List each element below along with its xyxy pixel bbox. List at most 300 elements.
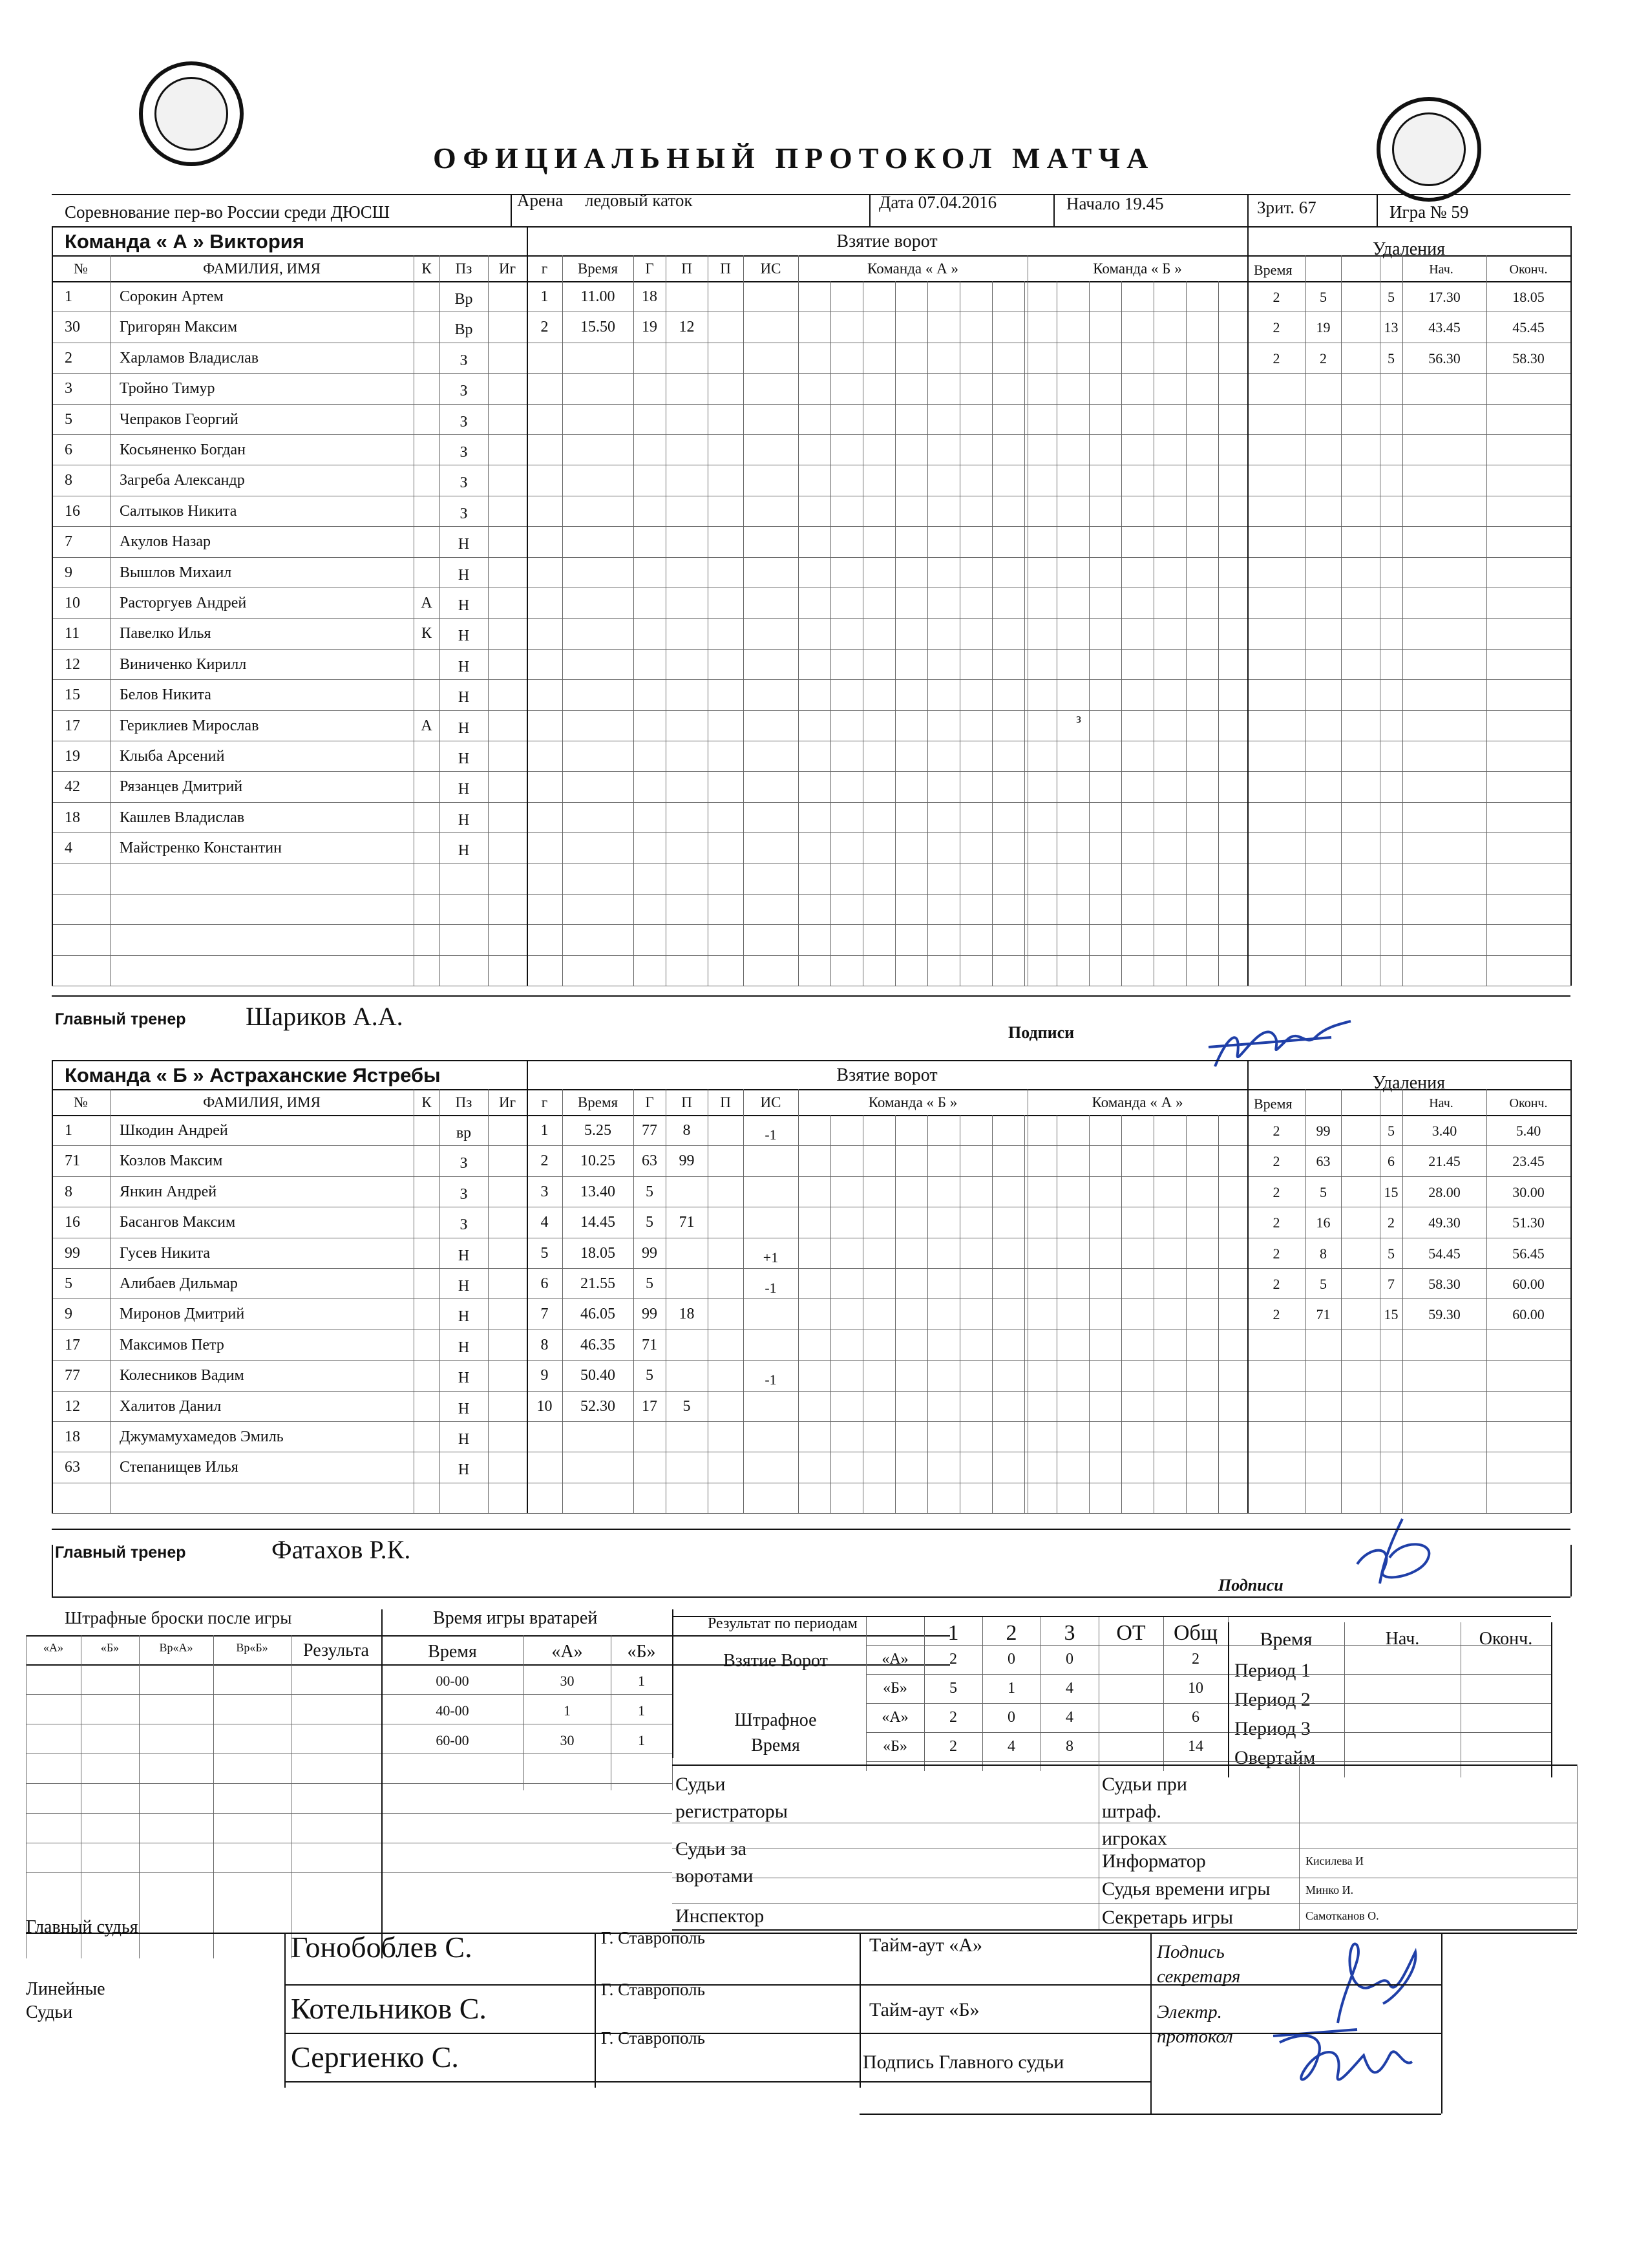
teamB-player-num: 12 — [65, 1397, 80, 1415]
teamB-player-num: 18 — [65, 1428, 80, 1445]
teamA-player-position: Н — [458, 719, 470, 737]
teamB-penalty-minutes: 2 — [1273, 1306, 1280, 1323]
teamA-player-name: Кашлев Владислав — [120, 809, 245, 826]
teamB-penalty-code: 7 — [1388, 1276, 1395, 1292]
teamB-penalty-start: 58.30 — [1428, 1276, 1461, 1292]
goalie-cell: 1 — [638, 1702, 645, 1719]
teamB-penalty-minutes: 2 — [1273, 1245, 1280, 1262]
teamA-goal-number: 2 — [540, 319, 549, 336]
teamA-penalty-code: 5 — [1388, 289, 1395, 305]
shootout-col: «А» — [43, 1641, 63, 1654]
teamB-col-ig: Иг — [498, 1094, 516, 1110]
teamA-player-name: Загреба Александр — [120, 472, 245, 489]
teamB-goal-strength: +1 — [763, 1249, 779, 1266]
period-value: 1 — [1008, 1680, 1015, 1697]
teamB-penalty-start: 54.45 — [1428, 1245, 1461, 1262]
teamA-col-time: Время — [577, 260, 618, 277]
teamB-col-name: ФАМИЛИЯ, ИМЯ — [203, 1094, 321, 1110]
game-number: Игра № 59 — [1389, 202, 1469, 222]
shootout-col: Вр«А» — [159, 1641, 193, 1654]
referee-label: Главный судья — [26, 1917, 138, 1937]
teamA-col-num: № — [74, 260, 88, 277]
teamB-penalty-start: 21.45 — [1428, 1153, 1461, 1170]
teamB-player-num: 9 — [65, 1306, 72, 1323]
teamB-penalty-end: 60.00 — [1512, 1306, 1545, 1323]
teamB-goal-time: 46.05 — [580, 1306, 615, 1323]
teamA-player-position: З — [460, 383, 468, 400]
teamB-player-name: Шкодин Андрей — [120, 1122, 228, 1139]
teamA-player-role: А — [421, 595, 432, 611]
period-col: ОТ — [1116, 1621, 1146, 1645]
team-b-signature — [1344, 1506, 1448, 1590]
teamB-player-position: З — [460, 1185, 468, 1203]
teamB-col-teamB: Команда « А » — [1092, 1094, 1183, 1110]
teamB-goal-time: 13.40 — [580, 1183, 615, 1200]
teamA-player-position: Н — [458, 689, 470, 706]
period-value: 0 — [1008, 1651, 1015, 1668]
teamA-penalty-start: 17.30 — [1428, 289, 1461, 305]
teamB-goal-time: 5.25 — [584, 1122, 611, 1139]
teamB-player-num: 16 — [65, 1214, 80, 1231]
teamA-player-role: К — [421, 625, 432, 642]
goalie-cell: 60-00 — [436, 1732, 469, 1748]
teamB-penalty-code: 15 — [1384, 1183, 1399, 1200]
teamB-player-position: Н — [458, 1400, 470, 1417]
teamB-player-name: Джумамухамедов Эмиль — [120, 1428, 284, 1445]
teamB-goal-scorer: 5 — [646, 1367, 653, 1384]
teamB-player-position: З — [460, 1155, 468, 1172]
teamB-goal-strength: -1 — [765, 1280, 777, 1296]
period-value: 2 — [949, 1709, 957, 1726]
page-title: ОФИЦИАЛЬНЫЙ ПРОТОКОЛ МАТЧА — [433, 142, 1155, 175]
teamB-player-num: 8 — [65, 1183, 72, 1200]
teamB-col-G: Г — [645, 1094, 654, 1110]
teamA-player-name: Чепраков Георгий — [120, 410, 238, 428]
teamA-player-position: Вр — [454, 321, 473, 339]
linesmen-label: Линейные Судьи — [26, 1979, 105, 2023]
period-row: Овертайм — [1234, 1747, 1316, 1768]
federation-logo-left — [139, 61, 244, 166]
teamA-player-name: Майстренко Константин — [120, 840, 282, 857]
period-col: 3 — [1064, 1621, 1075, 1645]
teamA-col-P1: П — [681, 260, 692, 277]
teamA-penalty-player: 2 — [1320, 350, 1327, 366]
teamB-col-start: Нач. — [1429, 1096, 1453, 1110]
secretary-label: Секретарь игры — [1102, 1907, 1234, 1928]
teamB-penalty-minutes: 2 — [1273, 1214, 1280, 1231]
referee-city: Г. Ставрополь — [601, 1980, 705, 1999]
teamB-player-name: Миронов Дмитрий — [120, 1306, 245, 1323]
goalie-cell: 40-00 — [436, 1702, 469, 1719]
teamB-penalty-start: 59.30 — [1428, 1306, 1461, 1323]
timeout-b: Тайм-аут «Б» — [869, 1999, 980, 2020]
teamA-player-position: Н — [458, 781, 470, 798]
teamB-goal-assist1: 71 — [679, 1214, 695, 1231]
teamA-col-name: ФАМИЛИЯ, ИМЯ — [203, 260, 321, 277]
shootout-col: «Б» — [100, 1641, 120, 1654]
time-col: Нач. — [1385, 1629, 1420, 1649]
teamA-goal-scorer: 18 — [642, 288, 657, 305]
teamA-col-G: Г — [645, 260, 654, 277]
federation-logo-right — [1377, 97, 1481, 202]
teamB-coach-label: Главный тренер — [55, 1543, 186, 1562]
period-col: 2 — [1006, 1621, 1017, 1645]
teamB-penalty-code: 6 — [1388, 1153, 1395, 1170]
teamB-player-position: Н — [458, 1339, 470, 1356]
teamA-player-name: Харламов Владислав — [120, 349, 259, 366]
teamB-player-name: Степанищев Илья — [120, 1459, 238, 1476]
teamA-coach: Шариков А.А. — [246, 1002, 403, 1031]
teamA-player-num: 6 — [65, 441, 72, 458]
teamA-player-position: Н — [458, 566, 470, 584]
teamA-player-position: З — [460, 444, 468, 461]
teamB-goal-scorer: 5 — [646, 1183, 653, 1200]
teamB-player-position: Н — [458, 1461, 470, 1479]
period-value: 4 — [1066, 1680, 1073, 1697]
teamB-player-num: 17 — [65, 1336, 80, 1353]
teamA-goal-number: 1 — [540, 288, 549, 305]
teamB-penalty-end: 56.45 — [1512, 1245, 1545, 1262]
period-col: Общ — [1173, 1621, 1218, 1645]
teamB-goal-time: 21.55 — [580, 1275, 615, 1292]
teamA-player-name: Расторгуев Андрей — [120, 595, 247, 611]
period-value: 4 — [1066, 1709, 1073, 1726]
teamB-goal-time: 10.25 — [580, 1152, 615, 1170]
teamB-goal-strength: -1 — [765, 1127, 777, 1143]
teamA-player-num: 15 — [65, 686, 80, 704]
teamB-penalty-player: 8 — [1320, 1245, 1327, 1262]
goalie-cell: 1 — [564, 1702, 571, 1719]
teamB-penalty-player: 5 — [1320, 1183, 1327, 1200]
linesman-1: Котельников С. — [291, 1992, 487, 2025]
teamA-stray-mark: з — [1076, 712, 1081, 726]
teamB-penalty-player: 99 — [1316, 1123, 1331, 1139]
arena-label: Арена — [517, 191, 564, 210]
teamB-player-name: Максимов Петр — [120, 1336, 224, 1353]
goalie-cell: 30 — [560, 1673, 575, 1689]
teamB-goal-assist1: 8 — [682, 1122, 691, 1139]
teamA-penalty-end: 58.30 — [1512, 350, 1545, 366]
teamB-goal-number: 6 — [540, 1275, 549, 1292]
teamB-goal-scorer: 63 — [642, 1152, 657, 1170]
teamB-goal-number: 8 — [540, 1336, 549, 1353]
period-col: 1 — [947, 1621, 959, 1645]
referee-city: Г. Ставрополь — [601, 2028, 705, 2048]
teamA-player-num: 7 — [65, 533, 72, 551]
referee-city: Г. Ставрополь — [601, 1928, 705, 1947]
teamB-penalty-code: 5 — [1388, 1245, 1395, 1262]
teamB-penalty-player: 5 — [1320, 1276, 1327, 1292]
period-row: Период 1 — [1234, 1660, 1311, 1681]
period-value: 6 — [1192, 1709, 1199, 1726]
teamB-signatures-label: Подписи — [1218, 1576, 1284, 1595]
teamB-penalties-header: Удаления — [1372, 1073, 1446, 1093]
goalie-cell: 1 — [638, 1673, 645, 1689]
teamA-player-position: Н — [458, 628, 470, 645]
teamA-team-header: Команда « А » Виктория — [65, 230, 304, 253]
teamA-penalties-header: Удаления — [1372, 239, 1446, 259]
goals-label: Взятие Ворот — [723, 1651, 828, 1671]
teamA-goal-time: 11.00 — [580, 288, 615, 305]
teamA-player-position: Н — [458, 811, 470, 829]
teamB-penalty-end: 60.00 — [1512, 1276, 1545, 1292]
teamA-goal-assist1: 12 — [679, 319, 695, 336]
teamA-player-num: 16 — [65, 502, 80, 520]
teamB-penalty-end: 5.40 — [1516, 1123, 1541, 1139]
teamA-player-position: З — [460, 474, 468, 492]
teamA-player-position: Н — [458, 658, 470, 675]
teamB-goal-scorer: 99 — [642, 1244, 657, 1262]
teamB-player-name: Халитов Данил — [120, 1397, 222, 1415]
teamB-penalty-minutes: 2 — [1273, 1183, 1280, 1200]
teamB-col-end: Оконч. — [1509, 1096, 1548, 1110]
teamB-col-pz: Пз — [455, 1094, 472, 1110]
goalie-cell: 00-00 — [436, 1673, 469, 1689]
teamA-player-num: 11 — [65, 625, 80, 642]
teamB-col-time: Время — [577, 1094, 618, 1110]
teamB-penalty-end: 51.30 — [1512, 1214, 1545, 1231]
teamA-goal-time: 15.50 — [580, 319, 615, 336]
period-row: Период 3 — [1234, 1718, 1311, 1739]
teamB-player-position: Н — [458, 1278, 470, 1295]
goalie-cell: 1 — [638, 1732, 645, 1748]
teamB-goal-number: 3 — [540, 1183, 549, 1200]
teamA-player-num: 12 — [65, 655, 80, 673]
teamB-goal-time: 14.45 — [580, 1214, 615, 1231]
teamA-col-pz: Пз — [455, 260, 472, 277]
goalie-col: «Б» — [627, 1642, 656, 1662]
chief-referee: Гонобоблев С. — [291, 1931, 472, 1964]
spectators: Зрит. 67 — [1257, 198, 1316, 217]
period-team: «Б» — [883, 1680, 907, 1697]
secretary-signature — [1318, 1933, 1435, 2030]
teamA-penalty-start: 56.30 — [1428, 350, 1461, 366]
teamB-goal-time: 18.05 — [580, 1244, 615, 1262]
teamA-player-name: Павелко Илья — [120, 625, 211, 642]
teamA-player-num: 9 — [65, 564, 72, 581]
teamB-team-header: Команда « Б » Астраханские Ястребы — [65, 1064, 441, 1086]
teamB-player-num: 99 — [65, 1244, 80, 1262]
teamB-penalty-code: 15 — [1384, 1306, 1399, 1323]
period-value: 2 — [949, 1738, 957, 1755]
off-pen-label: Судьи при штраф. игроках — [1102, 1774, 1187, 1849]
teamB-player-num: 71 — [65, 1152, 80, 1170]
teamB-col-P1: П — [681, 1094, 692, 1110]
period-value: 14 — [1188, 1738, 1203, 1755]
teamB-col-g: г — [541, 1094, 548, 1110]
teamA-player-position: Н — [458, 536, 470, 553]
teamB-player-name: Колесников Вадим — [120, 1367, 244, 1384]
teamA-player-name: Белов Никита — [120, 686, 211, 704]
teamA-col-start: Нач. — [1429, 262, 1453, 277]
teamB-penalty-code: 5 — [1388, 1123, 1395, 1139]
teamA-player-position: З — [460, 505, 468, 522]
teamA-col-k: К — [421, 260, 432, 277]
periods-title: Результат по периодам — [708, 1615, 858, 1632]
period-team: «Б» — [883, 1738, 907, 1755]
e-protocol-label: Электр. протокол — [1157, 2002, 1233, 2047]
teamB-coach: Фатахов Р.К. — [271, 1535, 411, 1564]
arena: ледовый каток — [585, 191, 693, 210]
teamB-penalty-code: 2 — [1388, 1214, 1395, 1231]
teamB-player-name: Козлов Максим — [120, 1152, 223, 1170]
teamB-col-teamA: Команда « Б » — [868, 1094, 958, 1110]
teamB-player-position: Н — [458, 1431, 470, 1448]
teamB-goals-header: Взятие ворот — [836, 1065, 938, 1085]
competition: Соревнование пер-во России среди ДЮСШ — [65, 202, 390, 222]
teamB-penalty-minutes: 2 — [1273, 1276, 1280, 1292]
teamB-col-is: ИС — [760, 1094, 781, 1110]
teamB-goal-strength: -1 — [765, 1372, 777, 1388]
off-reg-label: Судьи регистраторы — [675, 1774, 788, 1822]
teamA-penalty-code: 13 — [1384, 319, 1399, 336]
teamA-goal-scorer: 19 — [642, 319, 657, 336]
teamB-goal-number: 9 — [540, 1367, 549, 1384]
shootout-col: Вр«Б» — [236, 1641, 268, 1654]
teamB-goal-assist1: 18 — [679, 1306, 695, 1323]
linesman-2: Сергиенко С. — [291, 2040, 459, 2073]
teamA-signatures-label: Подписи — [1008, 1023, 1075, 1042]
teamB-penalty-player: 63 — [1316, 1153, 1331, 1170]
teamA-player-name: Григорян Максим — [120, 319, 238, 336]
teamA-player-num: 3 — [65, 380, 72, 397]
teamB-goal-number: 7 — [540, 1306, 549, 1323]
teamA-player-position: Н — [458, 597, 470, 614]
teamB-col-ptime: Время — [1254, 1096, 1293, 1112]
teamB-goal-number: 2 — [540, 1152, 549, 1170]
teamA-player-num: 1 — [65, 288, 72, 305]
teamB-player-num: 5 — [65, 1275, 72, 1292]
goalie-title: Время игры вратарей — [433, 1608, 598, 1628]
teamA-player-num: 8 — [65, 472, 72, 489]
teamB-goal-number: 10 — [536, 1397, 553, 1415]
teamB-goal-time: 50.40 — [580, 1367, 615, 1384]
teamA-col-teamB: Команда « Б » — [1093, 260, 1182, 277]
teamB-goal-number: 1 — [540, 1122, 549, 1139]
teamB-col-P2: П — [720, 1094, 731, 1110]
teamB-goal-scorer: 99 — [642, 1306, 657, 1323]
teamB-player-position: Н — [458, 1247, 470, 1264]
teamA-penalty-end: 45.45 — [1512, 319, 1545, 336]
teamA-coach-label: Главный тренер — [55, 1010, 186, 1028]
shootout-title: Штрафные броски после игры — [65, 1608, 292, 1627]
match-date: Дата 07.04.2016 — [879, 193, 997, 212]
teamA-col-g: г — [541, 260, 548, 277]
teamA-col-end: Оконч. — [1509, 262, 1548, 277]
teamB-goal-scorer: 77 — [642, 1122, 657, 1139]
teamA-player-name: Вышлов Михаил — [120, 564, 232, 581]
teamB-penalty-player: 71 — [1316, 1306, 1331, 1323]
period-value: 10 — [1188, 1680, 1203, 1697]
teamB-penalty-start: 49.30 — [1428, 1214, 1461, 1231]
time-col: Время — [1260, 1629, 1313, 1650]
teamA-penalty-minutes: 2 — [1273, 319, 1280, 336]
teamA-player-name: Салтыков Никита — [120, 502, 237, 520]
teamA-player-num: 42 — [65, 778, 80, 796]
teamB-penalty-player: 16 — [1316, 1214, 1331, 1231]
teamB-player-num: 77 — [65, 1367, 80, 1384]
teamA-col-teamA: Команда « А » — [867, 260, 958, 277]
teamA-player-role: А — [421, 717, 432, 734]
teamB-player-name: Алибаев Дильмар — [120, 1275, 238, 1292]
teamB-goal-scorer: 17 — [642, 1397, 657, 1415]
teamB-penalty-start: 28.00 — [1428, 1183, 1461, 1200]
teamB-goal-scorer: 5 — [646, 1275, 653, 1292]
teamA-penalty-code: 5 — [1388, 350, 1395, 366]
teamA-col-P2: П — [720, 260, 731, 277]
period-value: 0 — [1066, 1651, 1073, 1668]
teamA-player-position: Н — [458, 842, 470, 860]
period-team: «А» — [882, 1651, 909, 1668]
teamB-penalty-minutes: 2 — [1273, 1123, 1280, 1139]
teamB-player-num: 63 — [65, 1459, 80, 1476]
teamA-player-position: Н — [458, 750, 470, 767]
teamA-player-name: Виниченко Кирилл — [120, 655, 247, 673]
teamB-col-k: К — [421, 1094, 432, 1110]
teamB-goal-assist1: 5 — [682, 1397, 691, 1415]
goalie-col: Время — [428, 1642, 477, 1662]
teamB-penalty-end: 23.45 — [1512, 1153, 1545, 1170]
off-goal-label: Судьи за воротами — [675, 1838, 754, 1887]
teamA-player-name: Акулов Назар — [120, 533, 211, 551]
teamB-goal-assist1: 99 — [679, 1152, 695, 1170]
teamA-penalty-end: 18.05 — [1512, 289, 1545, 305]
teamB-goal-time: 52.30 — [580, 1397, 615, 1415]
period-team: «А» — [882, 1709, 909, 1726]
period-value: 5 — [949, 1680, 957, 1697]
teamA-player-name: Косьяненко Богдан — [120, 441, 246, 458]
goalie-cell: 30 — [560, 1732, 575, 1748]
time-col: Оконч. — [1479, 1629, 1533, 1649]
pim-label: Штрафное Время — [734, 1710, 817, 1756]
teamA-player-num: 10 — [65, 595, 80, 611]
teamA-player-num: 18 — [65, 809, 80, 826]
period-value: 2 — [949, 1651, 957, 1668]
teamA-penalty-player: 19 — [1316, 319, 1331, 336]
teamA-player-num: 17 — [65, 717, 80, 734]
teamB-player-name: Гусев Никита — [120, 1244, 211, 1262]
teamA-penalty-player: 5 — [1320, 289, 1327, 305]
chief-sign-label: Подпись Главного судьи — [863, 2051, 1064, 2073]
informer: Кисилева И — [1305, 1854, 1364, 1867]
shootout-col: Результа — [303, 1640, 369, 1660]
period-value: 4 — [1008, 1738, 1015, 1755]
teamA-player-name: Рязанцев Дмитрий — [120, 778, 243, 796]
timeout-a: Тайм-аут «А» — [869, 1934, 982, 1956]
teamA-penalty-start: 43.45 — [1428, 319, 1461, 336]
match-start: Начало 19.45 — [1066, 194, 1164, 213]
teamB-goal-scorer: 5 — [646, 1214, 653, 1231]
teamA-player-name: Клыба Арсений — [120, 748, 225, 765]
timekeeper: Минко И. — [1305, 1883, 1354, 1896]
teamB-penalty-end: 30.00 — [1512, 1183, 1545, 1200]
teamB-goal-number: 4 — [540, 1214, 549, 1231]
teamB-player-position: Н — [458, 1370, 470, 1387]
inspector-label: Инспектор — [675, 1905, 765, 1927]
period-value: 0 — [1008, 1709, 1015, 1726]
period-row: Период 2 — [1234, 1689, 1311, 1710]
teamA-player-name: Тройно Тимур — [120, 380, 215, 397]
teamA-penalty-minutes: 2 — [1273, 350, 1280, 366]
teamA-player-num: 2 — [65, 349, 72, 366]
teamA-player-num: 5 — [65, 410, 72, 428]
teamA-player-name: Гериклиев Мирослав — [120, 717, 259, 734]
teamA-player-num: 19 — [65, 748, 80, 765]
period-value: 8 — [1066, 1738, 1073, 1755]
teamA-col-is: ИС — [760, 260, 781, 277]
teamB-player-position: З — [460, 1216, 468, 1234]
teamA-player-num: 4 — [65, 840, 72, 857]
